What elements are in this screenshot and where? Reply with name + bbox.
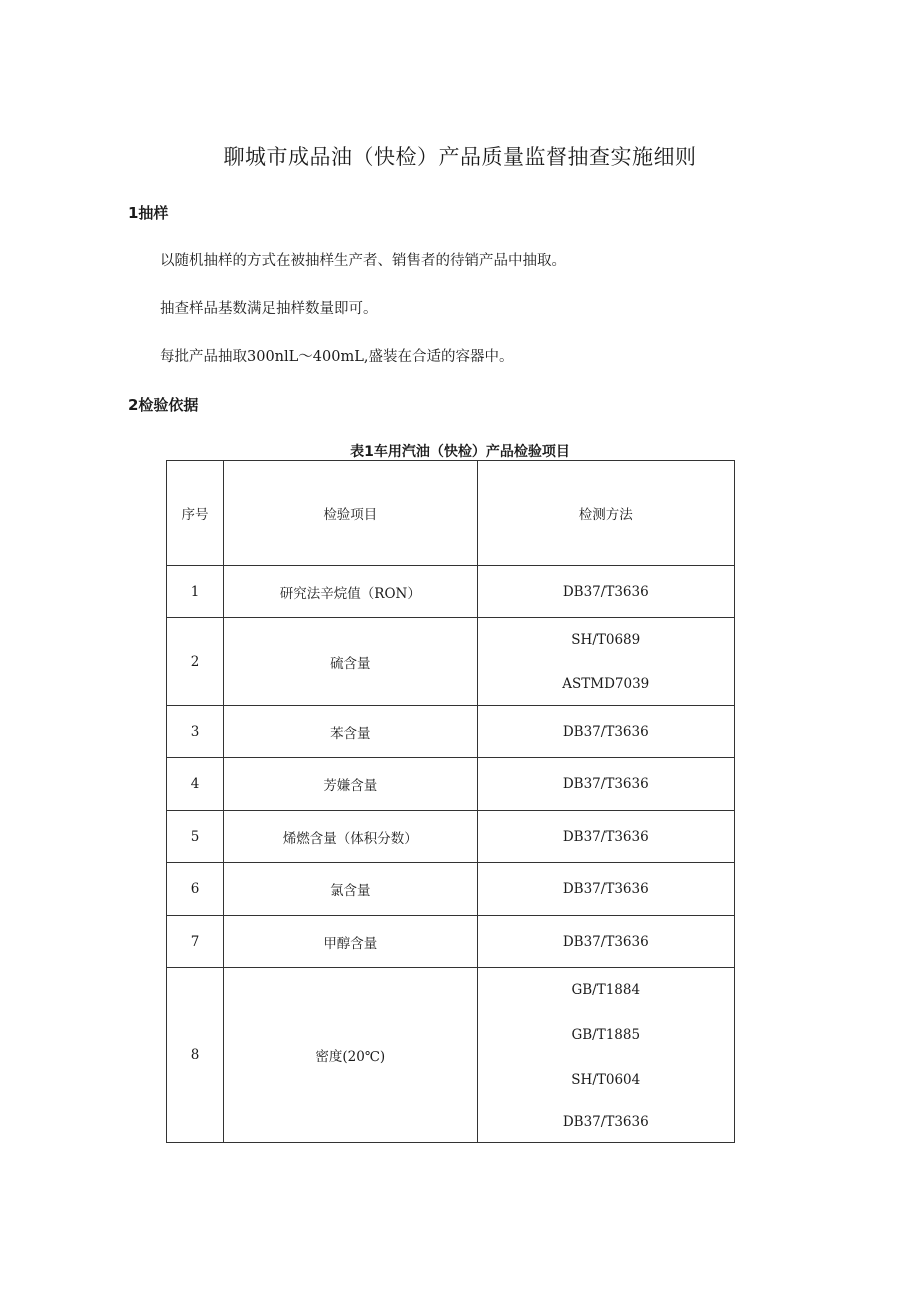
- inspection-items-table: [166, 460, 735, 1143]
- row-no: 3: [167, 706, 224, 758]
- table-row: [167, 618, 735, 706]
- row-no: 8: [167, 968, 224, 1143]
- method-line: DB37/T3636: [562, 1114, 649, 1130]
- table-row: [167, 811, 735, 863]
- row-no: 2: [167, 618, 224, 706]
- method-line: SH/T0604: [571, 1072, 641, 1088]
- row-item: 甲醇含量: [224, 916, 477, 968]
- section-1-paragraph-3: 每批产品抽取300nlL～400mL,盛装在合适的容器中。: [160, 349, 514, 365]
- table-header-row: [167, 461, 735, 566]
- table-caption: 表1车用汽油（快检）产品检验项目: [350, 444, 570, 460]
- row-no: 1: [167, 566, 224, 618]
- row-method: DB37/T3636: [477, 916, 734, 968]
- method-line: SH/T0689: [571, 631, 641, 648]
- row-item: 密度(20℃): [224, 968, 477, 1143]
- method-line: GB/T1885: [571, 1027, 641, 1043]
- row-method: DB37/T3636: [477, 758, 734, 811]
- row-method: DB37/T3636: [477, 863, 734, 916]
- section-1-heading: 1抽样: [128, 204, 169, 222]
- section-1-paragraph-1: 以随机抽样的方式在被抽样生产者、销售者的待销产品中抽取。: [160, 253, 566, 269]
- header-item: 检验项目: [224, 461, 477, 566]
- table-row: [167, 706, 735, 758]
- header-no: 序号: [167, 461, 224, 566]
- row-item: 硫含量: [224, 618, 477, 706]
- document-title: 聊城市成品油（快检）产品质量监督抽查实施细则: [223, 145, 697, 169]
- row-method: [477, 968, 734, 1143]
- table-row: [167, 916, 735, 968]
- row-item: 氯含量: [224, 863, 477, 916]
- row-method: [477, 618, 734, 706]
- row-method: DB37/T3636: [477, 566, 734, 618]
- method-line: ASTMD7039: [562, 675, 650, 692]
- row-no: 6: [167, 863, 224, 916]
- row-no: 7: [167, 916, 224, 968]
- method-line: GB/T1884: [571, 982, 641, 998]
- row-method: DB37/T3636: [477, 706, 734, 758]
- row-method: DB37/T3636: [477, 811, 734, 863]
- row-no: 5: [167, 811, 224, 863]
- section-1-paragraph-2: 抽查样品基数满足抽样数量即可。: [160, 301, 378, 317]
- row-item: 苯含量: [224, 706, 477, 758]
- table-row: [167, 566, 735, 618]
- row-item: 烯燃含量（体积分数）: [224, 811, 477, 863]
- row-item: 研究法辛烷值（RON）: [224, 566, 477, 618]
- table-row: [167, 968, 735, 1143]
- row-item: 芳嫌含量: [224, 758, 477, 811]
- table-row: [167, 758, 735, 811]
- table-row: [167, 863, 735, 916]
- section-2-heading: 2检验依据: [128, 396, 199, 414]
- header-method: 检测方法: [477, 461, 734, 566]
- row-no: 4: [167, 758, 224, 811]
